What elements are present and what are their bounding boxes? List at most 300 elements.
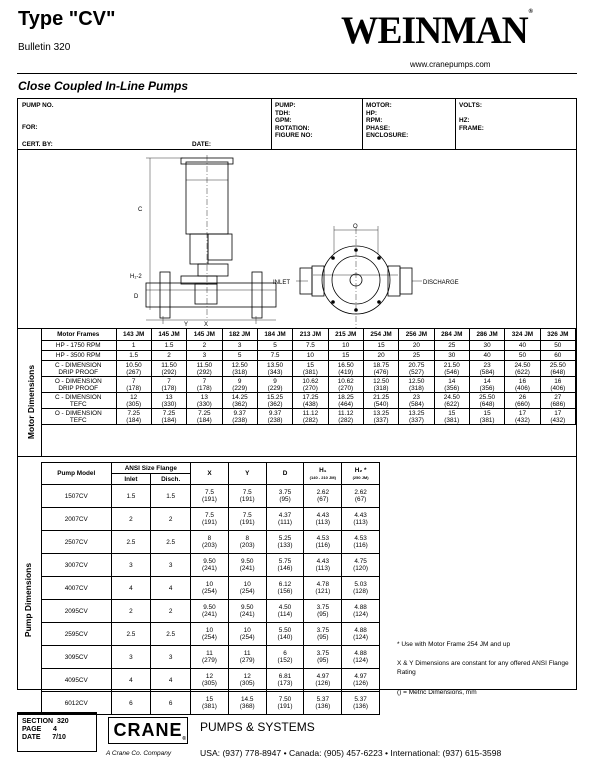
cell-primary: 4.97	[316, 673, 330, 680]
pump-table-row	[42, 508, 380, 531]
cell-primary: 12	[205, 673, 213, 680]
cell-primary: 7	[202, 377, 207, 385]
crane-logo	[108, 717, 188, 744]
cell-secondary: (178)	[161, 384, 177, 392]
cell-secondary: (95)	[317, 634, 329, 641]
cell-secondary: (406)	[514, 384, 530, 392]
cell-primary: 4	[129, 584, 133, 592]
cell-primary: 21.50	[443, 361, 460, 369]
cell-primary: 4.88	[354, 604, 367, 611]
motor-frame-header: 324 JM	[505, 329, 540, 341]
cell-secondary: (622)	[514, 368, 530, 376]
cell-primary: 4.37	[278, 512, 292, 519]
motor-table-cell	[187, 409, 222, 425]
motor-table-cell	[328, 361, 363, 377]
motor-table-cell	[116, 393, 151, 409]
motor-frame-header: 256 JM	[399, 329, 434, 341]
cell-primary: 9.50	[241, 604, 254, 611]
enclosure-label: ENCLOSURE:	[366, 132, 409, 139]
cell-secondary: (337)	[408, 416, 424, 424]
motor-row-label	[41, 341, 116, 351]
cell-secondary: (116)	[353, 542, 368, 549]
motor-table-cell	[363, 393, 398, 409]
motor-table-cell	[399, 377, 434, 393]
cell-primary: 14.25	[231, 393, 248, 401]
weinman-logo	[341, 8, 532, 53]
cell-primary: 26	[518, 393, 526, 401]
cell-primary: 4	[168, 676, 173, 684]
cell-primary: 15.25	[267, 393, 284, 401]
cell-secondary: (116)	[315, 542, 331, 549]
motor-table-cell	[222, 393, 257, 409]
pump-h2-cell	[342, 600, 380, 623]
cell-primary: 16	[518, 377, 526, 385]
cell-primary: 3	[168, 653, 173, 661]
pump-d-cell	[266, 554, 304, 577]
cell-secondary: (191)	[201, 519, 217, 526]
motor-table-cell	[151, 377, 186, 393]
cell-secondary: (229)	[232, 384, 248, 392]
note-motor-frame: * Use with Motor Frame 254 JM and up	[397, 641, 511, 648]
cell-primary: 15	[377, 342, 385, 349]
motor-table-cell	[399, 409, 434, 425]
cell-secondary: (173)	[277, 680, 293, 687]
cell-primary: 2507CV	[64, 538, 88, 546]
cell-secondary: (184)	[161, 416, 177, 424]
cell-primary: 7.50	[278, 696, 292, 703]
motor-table-cell	[222, 351, 257, 361]
pump-y-cell	[228, 669, 266, 692]
cell-primary: 4.50	[278, 604, 292, 611]
cell-secondary: (120)	[353, 565, 369, 572]
cell-secondary: (146)	[277, 565, 293, 572]
cell-primary: 10	[205, 581, 213, 588]
cell-secondary: (318)	[408, 384, 424, 392]
cell-primary: 2.5	[126, 538, 136, 546]
cell-primary: 11.12	[302, 409, 319, 417]
pump-model-cell	[42, 623, 112, 646]
motor-dimensions-table	[41, 328, 576, 425]
cell-primary: 10	[243, 627, 251, 634]
cell-secondary: (305)	[239, 680, 255, 687]
motor-frames-header: Motor Frames	[41, 329, 116, 341]
motor-table-cell	[328, 393, 363, 409]
motor-table-cell	[505, 341, 540, 351]
motor-table-cell	[505, 393, 540, 409]
motor-table-cell	[469, 393, 504, 409]
pump-y-cell	[228, 646, 266, 669]
section-value: 320	[57, 718, 69, 725]
motor-table-cell	[363, 341, 398, 351]
cell-secondary: (178)	[196, 384, 212, 392]
motor-table-row	[41, 409, 576, 425]
cell-secondary: (238)	[232, 416, 248, 424]
motor-table-row	[41, 351, 576, 361]
cell-primary: 1507CV	[64, 492, 88, 500]
cell-primary: 18.75	[373, 361, 390, 369]
cell-primary: 11.50	[196, 361, 213, 369]
cell-primary: 23	[412, 393, 420, 401]
cell-primary: 25.50	[549, 361, 566, 369]
motor-table-cell	[328, 377, 363, 393]
cell-primary: 2	[167, 352, 171, 359]
pump-h1-cell	[304, 646, 342, 669]
motor-table-cell	[293, 341, 328, 351]
pump-disch-cell	[151, 623, 191, 646]
motor-frame-header: 254 JM	[363, 329, 398, 341]
cell-secondary: TEFC	[69, 416, 87, 424]
motor-table-cell	[293, 409, 328, 425]
registered-mark: ®	[528, 9, 532, 15]
cell-secondary: (203)	[239, 542, 255, 549]
cell-secondary: (270)	[338, 384, 354, 392]
cell-primary: 4.88	[354, 650, 367, 657]
cell-primary: 15	[205, 696, 213, 703]
d-header: D	[266, 463, 304, 485]
pump-x-cell	[191, 600, 229, 623]
cell-secondary: (356)	[444, 384, 460, 392]
cell-secondary: (540)	[373, 400, 389, 408]
pump-h2-cell	[342, 554, 380, 577]
cell-secondary: (330)	[196, 400, 212, 408]
cell-secondary: (343)	[267, 368, 283, 376]
cell-primary: 3	[129, 653, 133, 661]
motor-table-cell	[328, 341, 363, 351]
pump-h1-cell	[304, 600, 342, 623]
motor-table-row	[41, 393, 576, 409]
pump-h1-cell	[304, 485, 342, 508]
motor-table-cell	[187, 341, 222, 351]
disch-header: Disch.	[151, 474, 191, 485]
cell-secondary: (191)	[239, 519, 255, 526]
brand-name: WEINMAN	[341, 9, 528, 52]
pump-model-cell	[42, 531, 112, 554]
motor-table-cell	[469, 377, 504, 393]
pump-h1-cell	[304, 623, 342, 646]
cell-secondary: (140)	[277, 634, 293, 641]
cell-primary: 7.5	[242, 489, 252, 496]
motor-table-cell	[257, 393, 292, 409]
motor-table-cell	[540, 351, 575, 361]
cell-primary: 30	[483, 342, 491, 349]
cell-primary: 8	[245, 535, 250, 542]
motor-table-cell	[363, 409, 398, 425]
motor-frame-header: 284 JM	[434, 329, 469, 341]
pump-h2-cell	[342, 485, 380, 508]
cell-primary: 9.37	[233, 409, 246, 417]
cell-primary: 1.5	[126, 492, 136, 500]
cell-primary: 7.25	[162, 409, 176, 417]
cell-primary: 60	[554, 352, 562, 359]
pump-h2-cell	[342, 646, 380, 669]
crane-wordmark: CRANE	[113, 720, 183, 740]
cell-primary: O - DIMENSION	[54, 377, 102, 385]
pump-dimensions-label: Pump Dimensions	[23, 562, 33, 638]
page-subtitle: Close Coupled In-Line Pumps	[18, 79, 189, 93]
pump-table-row	[42, 485, 380, 508]
pump-inlet-cell	[111, 531, 151, 554]
motor-table-cell	[116, 351, 151, 361]
cell-primary: 10	[342, 342, 350, 349]
cell-primary: 6.81	[278, 673, 292, 680]
h1-title: H₁	[319, 466, 327, 474]
cell-secondary: (279)	[201, 657, 217, 664]
cell-secondary: (305)	[201, 680, 217, 687]
pump-h2-cell	[342, 577, 380, 600]
cell-secondary: (318)	[373, 384, 389, 392]
cell-secondary: (241)	[239, 611, 255, 618]
pump-disch-cell	[151, 577, 191, 600]
motor-table-cell	[469, 351, 504, 361]
cell-secondary: (318)	[232, 368, 248, 376]
cell-secondary: (292)	[196, 368, 212, 376]
motor-table-cell	[434, 341, 469, 351]
motor-table-row	[41, 377, 576, 393]
motor-table-cell	[151, 341, 186, 351]
motor-table-cell	[399, 361, 434, 377]
pump-disch-cell	[151, 692, 191, 715]
motor-table-cell	[434, 361, 469, 377]
cell-primary: 11	[243, 650, 251, 657]
cell-secondary: TEFC	[69, 400, 87, 408]
cell-primary: 9.50	[203, 604, 216, 611]
cell-secondary: (124)	[353, 657, 369, 664]
pump-d-cell	[266, 623, 304, 646]
cell-primary: 12.50	[231, 361, 248, 369]
pump-label: PUMP:	[275, 102, 296, 109]
cell-primary: 13.25	[373, 409, 390, 417]
motor-table-cell	[434, 393, 469, 409]
pump-inlet-cell	[111, 646, 151, 669]
page-value: 4	[53, 726, 57, 733]
motor-table-cell	[187, 361, 222, 377]
pump-table-row	[42, 600, 380, 623]
cell-secondary: (113)	[353, 519, 368, 526]
pump-h1-cell	[304, 692, 342, 715]
pump-model-cell	[42, 554, 112, 577]
pump-disch-cell	[151, 508, 191, 531]
cell-primary: 40	[483, 352, 491, 359]
cell-primary: 3.75	[316, 650, 330, 657]
motor-table-cell	[469, 341, 504, 351]
cell-secondary: (622)	[444, 400, 460, 408]
pump-model-cell	[42, 646, 112, 669]
cell-secondary: (406)	[550, 384, 566, 392]
cell-secondary: (114)	[277, 611, 293, 618]
pump-table-row	[42, 554, 380, 577]
cell-primary: 10	[243, 581, 251, 588]
cell-primary: 2095CV	[64, 607, 88, 615]
motor-dimensions-label: Motor Dimensions	[26, 364, 36, 440]
cell-secondary: (476)	[373, 368, 389, 376]
cell-primary: 7.5	[270, 352, 280, 359]
cell-secondary: (584)	[479, 368, 495, 376]
cell-primary: 4.53	[354, 535, 367, 542]
cell-secondary: (356)	[479, 384, 495, 392]
pump-x-cell	[191, 577, 229, 600]
pump-inlet-cell	[111, 600, 151, 623]
cell-primary: 15	[483, 409, 491, 417]
cell-primary: 4.43	[316, 558, 330, 565]
date-value: 7/10	[52, 734, 66, 741]
cell-primary: HP - 1750 RPM	[55, 342, 101, 349]
cell-primary: 17	[554, 409, 562, 417]
motor-frame-header: 326 JM	[540, 329, 575, 341]
cell-secondary: (126)	[353, 680, 369, 687]
pump-table-row	[42, 531, 380, 554]
cell-secondary: (133)	[277, 542, 293, 549]
pump-model-cell	[42, 577, 112, 600]
cell-primary: 8	[207, 535, 212, 542]
h1-subtitle: (140 - 210 JM)	[309, 474, 336, 480]
cell-secondary: (156)	[277, 588, 293, 595]
cell-secondary: DRIP PROOF	[58, 368, 99, 376]
cell-primary: 4	[168, 584, 173, 592]
cell-primary: 4.43	[316, 512, 330, 519]
cell-primary: 11.12	[337, 409, 354, 417]
cell-secondary: (279)	[239, 657, 255, 664]
cell-primary: 14	[483, 377, 491, 385]
pump-x-cell	[191, 508, 229, 531]
h1-header	[304, 463, 342, 485]
motor-table-cell	[540, 409, 575, 425]
cert-by-label: CERT. BY:	[22, 141, 53, 148]
pump-d-cell	[266, 646, 304, 669]
cell-primary: 15	[342, 352, 350, 359]
cell-secondary: (95)	[279, 496, 291, 503]
cell-secondary: (305)	[126, 400, 142, 408]
pump-inlet-cell	[111, 669, 151, 692]
pump-inlet-cell	[111, 623, 151, 646]
motor-table-cell	[540, 393, 575, 409]
cell-secondary: (368)	[239, 703, 255, 710]
cell-primary: 10.62	[302, 377, 319, 385]
cell-secondary: (241)	[239, 565, 255, 572]
cell-secondary: (270)	[302, 384, 318, 392]
pump-h1-cell	[304, 669, 342, 692]
phase-label: PHASE:	[366, 124, 391, 132]
section-label: SECTION	[22, 718, 54, 725]
figure-no-label: FIGURE NO:	[275, 132, 313, 139]
motor-row-label	[41, 361, 116, 377]
cell-primary: 12.50	[373, 377, 390, 385]
cell-secondary: (381)	[302, 368, 318, 376]
website-url[interactable]: www.cranepumps.com	[410, 60, 491, 69]
pump-model-cell	[42, 508, 112, 531]
cell-primary: 20	[412, 342, 420, 349]
cell-primary: 7.25	[198, 409, 211, 417]
pump-field-labels	[275, 102, 313, 140]
cell-secondary: (254)	[239, 634, 255, 641]
cell-primary: 5.03	[354, 581, 367, 588]
motor-table-cell	[505, 377, 540, 393]
pump-dimension-drawing	[18, 150, 576, 328]
pump-model-cell	[42, 485, 112, 508]
contact-numbers: USA: (937) 778-8947 • Canada: (905) 457-6223 • International: (937) 615-3598	[200, 748, 502, 758]
cell-primary: 4.78	[316, 581, 330, 588]
pump-h2-cell	[342, 669, 380, 692]
cell-primary: 9.50	[203, 558, 216, 565]
cell-primary: 2595CV	[64, 630, 88, 638]
motor-table-cell	[293, 351, 328, 361]
motor-table-cell	[469, 409, 504, 425]
motor-table-cell	[540, 377, 575, 393]
motor-table-cell	[116, 341, 151, 351]
motor-table-row	[41, 361, 576, 377]
cell-primary: 2	[129, 607, 133, 615]
rotation-label: ROTATION:	[275, 124, 310, 132]
cell-primary: 10	[306, 352, 314, 359]
cell-secondary: (111)	[278, 519, 292, 526]
motor-table-row	[41, 341, 576, 351]
motor-table-cell	[540, 361, 575, 377]
cell-primary: 3007CV	[64, 561, 88, 569]
h2-subtitle: (250 JM)	[352, 474, 369, 480]
cell-secondary: (95)	[317, 611, 329, 618]
h2-title: H₂ *	[354, 466, 367, 474]
cell-primary: 5.50	[278, 627, 292, 634]
dim-d-label: D	[134, 294, 139, 300]
motor-frame-header: 145 JM	[151, 329, 186, 341]
cell-primary: 23	[483, 361, 491, 369]
cell-primary: 9.37	[268, 409, 282, 417]
cell-primary: 25	[448, 342, 456, 349]
pump-h1-cell	[304, 554, 342, 577]
motor-table-cell	[257, 341, 292, 351]
pump-y-cell	[228, 508, 266, 531]
motor-table-cell	[434, 409, 469, 425]
cell-secondary: (241)	[201, 565, 217, 572]
pump-h1-cell	[304, 577, 342, 600]
cell-primary: 2.5	[166, 630, 176, 638]
motor-table-cell	[116, 377, 151, 393]
pump-y-cell	[228, 692, 266, 715]
cell-primary: 15	[306, 361, 314, 369]
motor-table-cell	[222, 409, 257, 425]
cell-primary: 13.25	[408, 409, 425, 417]
cell-primary: 17	[518, 409, 526, 417]
date-label: DATE:	[192, 141, 212, 148]
pump-inlet-cell	[111, 577, 151, 600]
motor-table-cell	[222, 377, 257, 393]
cell-primary: 6012CV	[64, 699, 88, 707]
cell-secondary: (381)	[444, 416, 460, 424]
motor-row-label	[41, 351, 116, 361]
motor-frame-header: 143 JM	[116, 329, 151, 341]
pump-y-cell	[228, 485, 266, 508]
pump-d-cell	[266, 692, 304, 715]
cell-primary: 3.75	[316, 604, 330, 611]
cell-primary: 3	[168, 561, 173, 569]
motor-table-cell	[505, 409, 540, 425]
pump-y-cell	[228, 577, 266, 600]
cell-primary: 9	[273, 377, 277, 385]
pump-y-cell	[228, 531, 266, 554]
pump-h2-cell	[342, 508, 380, 531]
cell-primary: 6	[168, 699, 173, 707]
cell-secondary: (254)	[239, 588, 255, 595]
pump-disch-cell	[151, 669, 191, 692]
cell-secondary: (527)	[408, 368, 424, 376]
cell-primary: 16	[554, 377, 562, 385]
motor-table-cell	[151, 409, 186, 425]
cell-secondary: (191)	[201, 496, 217, 503]
motor-frame-header: 286 JM	[469, 329, 504, 341]
pump-d-cell	[266, 577, 304, 600]
pump-dimensions-table	[41, 462, 380, 715]
cell-secondary: (432)	[550, 416, 566, 424]
motor-table-cell	[434, 351, 469, 361]
